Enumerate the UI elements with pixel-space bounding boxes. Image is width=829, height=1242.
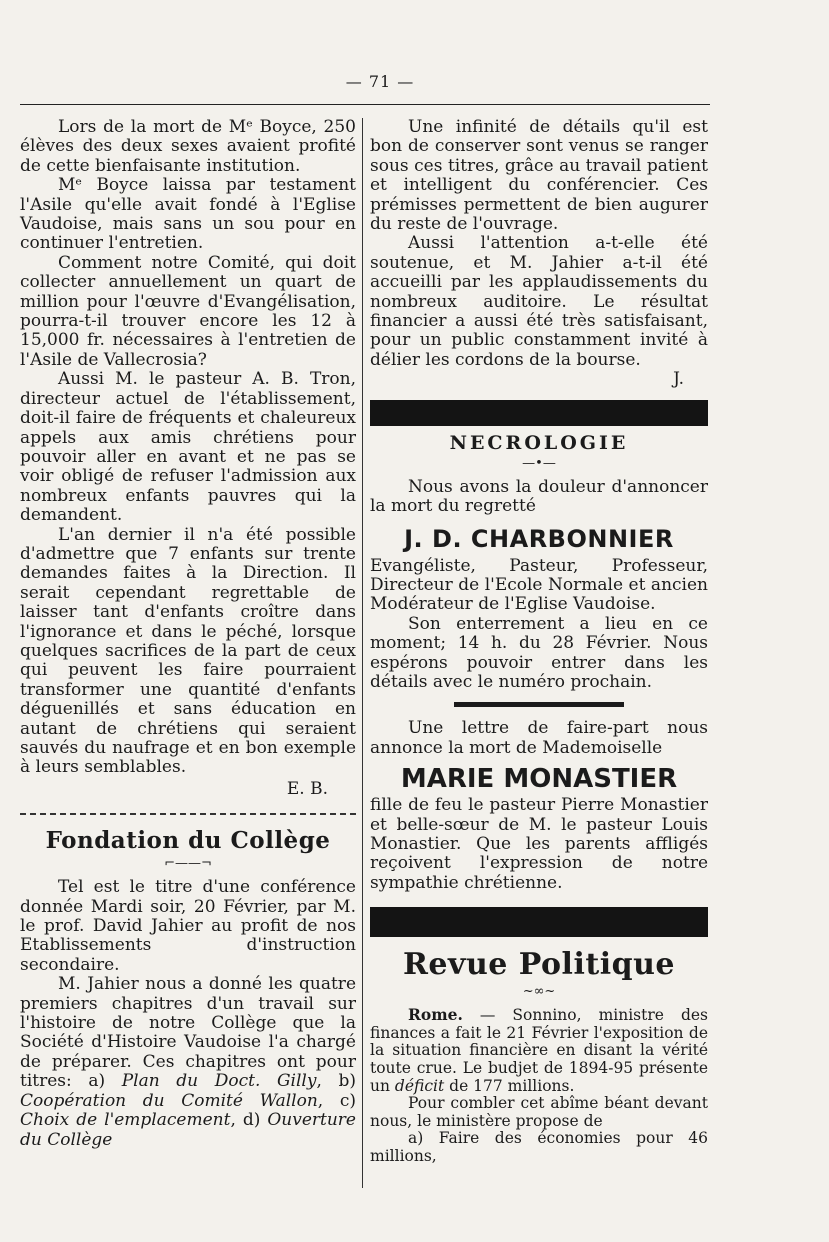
paragraph: Aussi l'attention a-t-elle été soutenue, et M. Jahier a-t-il été accueilli par les applaudissements du nombreux auditoire. Le résultat financier a aussi été très satisfaisant, pour un public constamment invité à délier les cordons de la bourse. xyxy=(370,233,708,370)
paragraph: Nous avons la douleur d'annoncer la mort du regretté xyxy=(370,476,708,517)
column-divider xyxy=(362,118,363,1188)
section-title: NECROLOGIE xyxy=(449,431,629,454)
text-run: , d) xyxy=(230,1110,268,1131)
paragraph: Aussi M. le pasteur A. B. Tron, directeur actuel de l'établissement, doit-il faire de fréquents et chaleureux appels aux amis chrétiens pour pouvoir aller en avant et ne pas se voir obligé de refuser l'admission aux nombreux enfants pauvres qui la demandent. xyxy=(20,369,356,526)
section-title: Revue Politique xyxy=(403,947,675,983)
paragraph: Tel est le titre d'une conférence donnée Mardi soir, 20 Février, par M. le prof. David Jahier au profit de nos Etablissements d'instruction secondaire. xyxy=(20,877,356,975)
ornament: ⌐——¬ xyxy=(164,856,212,872)
left-column xyxy=(20,118,356,1150)
text-run: — Sonnino, ministre des finances a fait le 21 Février l'exposition de la situation financière en disant la vérité toute crue. Le budjet de 1894-95 présente un xyxy=(370,1006,708,1095)
chapter-title: Coopération du Comité Wallon xyxy=(20,1090,318,1111)
text-run: de 177 millions. xyxy=(444,1076,575,1095)
location-label: Rome. xyxy=(408,1005,463,1025)
article-title: Fondation du Collège xyxy=(45,827,331,855)
text-run: déficit xyxy=(394,1076,445,1095)
paragraph: Evangéliste, Pasteur, Professeur, Directeur de l'Ecole Normale et ancien Modérateur de l'Eglise Vaudoise. xyxy=(370,555,708,615)
page-number: — 71 — xyxy=(345,72,415,91)
dashed-separator xyxy=(20,813,356,815)
chapter-title: Plan du Doct. Gilly xyxy=(121,1071,317,1092)
paragraph: Une lettre de faire-part nous annonce la mort de Mademoiselle xyxy=(370,718,708,758)
text-run: , c) xyxy=(317,1090,356,1111)
paragraph xyxy=(20,975,356,1150)
deceased-name: J. D. CHARBONNIER xyxy=(404,524,674,553)
paragraph: Lors de la mort de Mᵉ Boyce, 250 élèves des deux sexes avaient profité de cette bienfaisante institution. xyxy=(20,117,356,176)
paragraph: Comment notre Comité, qui doit collecter annuellement un quart de million pour l'œuvre d'Evangélisation, pourra-t-il trouver encore les 12 à 15,000 fr. nécessaires à l'entretien de l'Asile de Vallecrosia? xyxy=(20,252,356,370)
paragraph: Mᵉ Boyce laissa par testament l'Asile qu'elle avait fondé à l'Eglise Vaudoise, mais sans un sou pour en continuer l'entretien. xyxy=(20,175,356,254)
thin-separator-bar xyxy=(454,702,624,707)
paragraph xyxy=(370,1006,708,1095)
chapter-title: Choix de l'emplacement xyxy=(20,1110,231,1131)
paragraph: fille de feu le pasteur Pierre Monastier et belle-sœur de M. le pasteur Louis Monastier. Que les parents affligés reçoivent l'expression de notre sympathie chrétienne. xyxy=(370,795,708,893)
paragraph: Pour combler cet abîme béant devant nous, le ministère propose de xyxy=(370,1094,708,1130)
black-separator-bar xyxy=(370,400,708,426)
deceased-name: MARIE MONASTIER xyxy=(400,764,678,795)
right-column xyxy=(370,118,708,1166)
chapter-title: Ouverture du Collège xyxy=(20,1110,356,1150)
paragraph: Une infinité de détails qu'il est bon de conserver sont venus se ranger sous ces titres, grâce au travail patient et intelligent du conférencier. Ces prémisses permettent de bien augurer du reste de l'ouvrage. xyxy=(370,117,708,235)
paragraph: a) Faire des économies pour 46 millions, xyxy=(370,1129,708,1165)
ornament: —•— xyxy=(522,455,556,471)
text-run: , b) xyxy=(316,1071,356,1092)
header-rule xyxy=(20,104,710,105)
text-run: M. Jahier nous a donné les quatre premiers chapitres d'un travail sur l'histoire de notre Collège que la Société d'Histoire Vaudoise l'a chargé de préparer. Ces chapitres ont pour titres: a) xyxy=(20,974,356,1092)
signature: J. xyxy=(673,369,684,390)
paragraph: L'an dernier il n'a été possible d'admettre que 7 enfants sur trente demandes faites à la Direction. Il serait cependant regrettable de laisser tant d'enfants croître dans l'ignorance et dans le péché, lorsque quelques sacrifices de la part de ceux qui peuvent les faire pourraient transformer une quantité d'enfants déguenillés et sans éducation en autant de chrétiens qui seraient sauvés du naufrage et en bon exemple à leurs semblables. xyxy=(20,524,356,778)
paragraph: Son enterrement a lieu en ce moment; 14 h. du 28 Février. Nous espérons pouvoir entrer dans les détails avec le numéro prochain. xyxy=(370,613,708,692)
black-separator-bar xyxy=(370,907,708,937)
signature: E. B. xyxy=(286,778,328,799)
ornament: ~∞~ xyxy=(522,984,556,1000)
